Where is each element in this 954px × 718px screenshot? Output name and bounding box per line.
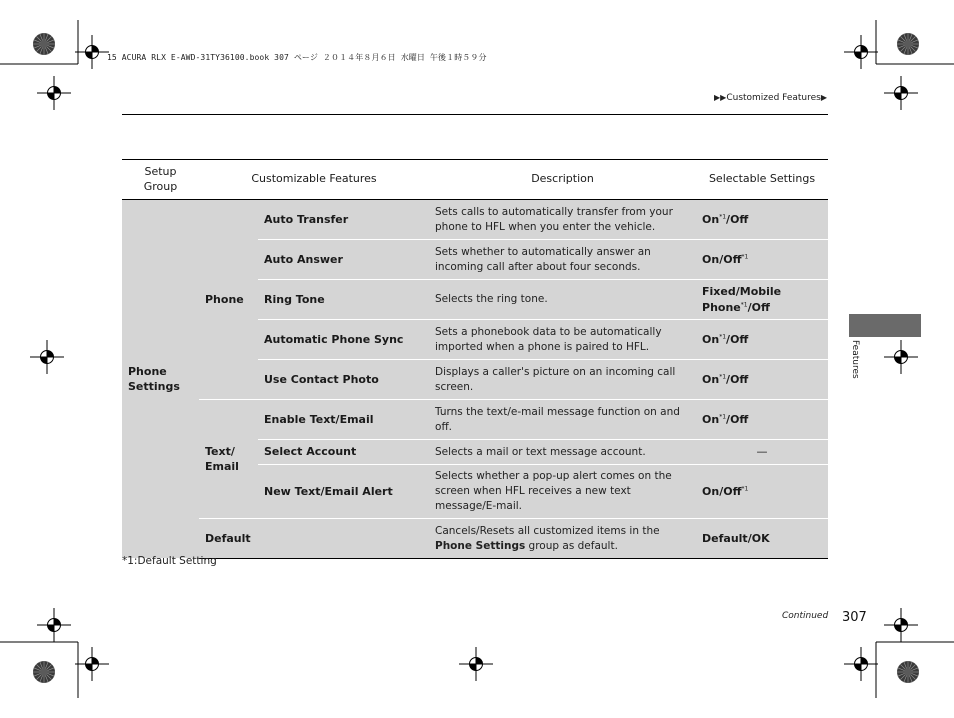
table-row: [122, 519, 828, 559]
setup-group-phone-settings: Phone Settings: [122, 200, 199, 559]
registration-mark-icon: [37, 608, 71, 642]
selectable-settings: —: [696, 440, 828, 465]
subgroup-phone: Phone: [199, 200, 258, 400]
registration-mark-icon: [884, 340, 918, 374]
feature-name: Ring Tone: [258, 280, 429, 320]
footnote-marker: *1: [741, 485, 749, 493]
breadcrumb-label[interactable]: Customized Features: [726, 93, 821, 103]
selectable-settings: On$^{*1}$/Off: [696, 320, 828, 360]
selectable-settings: On$^{*1}$/Off: [696, 400, 828, 440]
registration-mark-icon: [459, 647, 493, 681]
registration-mark-icon: [75, 35, 109, 69]
color-wheel-icon: [33, 33, 55, 55]
footnote-marker: *1: [740, 300, 748, 308]
header-description: Description: [429, 160, 696, 200]
print-header: 15 ACURA RLX E-AWD-31TY36100.book 307 ページ ２０１４年８月６日 水曜日 午後１時５９分: [107, 53, 487, 62]
registration-mark-icon: [75, 647, 109, 681]
feature-description: Displays a caller's picture on an incoming call screen.: [429, 360, 696, 400]
header-selectable-settings: Selectable Settings: [696, 160, 828, 200]
color-wheel-icon: [897, 661, 919, 683]
feature-description: Sets calls to automatically transfer from your phone to HFL when you enter the vehicle.: [429, 200, 696, 240]
section-tab-label: Features: [850, 340, 860, 379]
footnote-marker: *1: [719, 213, 727, 221]
footnote-marker: *1: [741, 253, 749, 261]
feature-name: Auto Answer: [258, 240, 429, 280]
subgroup-default: Default: [199, 519, 429, 559]
page-number: 307: [842, 610, 867, 625]
selectable-settings: Default/OK: [696, 519, 828, 559]
feature-description: Cancels/Resets all customized items in the Phone Settings group as default.: [429, 519, 696, 559]
registration-mark-icon: [884, 76, 918, 110]
section-tab[interactable]: [849, 314, 921, 337]
selectable-settings: On/Off$^{*1}$: [696, 240, 828, 280]
footnote-marker: *1: [719, 413, 727, 421]
feature-description: Selects whether a pop-up alert comes on the screen when HFL receives a new text message/E-mail.: [429, 465, 696, 519]
footnote: *1:Default Setting: [122, 555, 217, 567]
header-customizable-features: Customizable Features: [199, 160, 429, 200]
footnote-marker: *1: [719, 373, 727, 381]
color-wheel-icon: [33, 661, 55, 683]
feature-name: Select Account: [258, 440, 429, 465]
feature-description: Sets a phonebook data to be automatically imported when a phone is paired to HFL.: [429, 320, 696, 360]
feature-description: Selects a mail or text message account.: [429, 440, 696, 465]
registration-mark-icon: [844, 35, 878, 69]
customized-features-table: [122, 159, 828, 559]
feature-description: Selects the ring tone.: [429, 280, 696, 320]
header-setup-group: Setup Group: [122, 160, 199, 200]
header-rule: [122, 114, 828, 115]
feature-name: New Text/Email Alert: [258, 465, 429, 519]
selectable-settings: Fixed/Mobile Phone$^{*1}$/Off: [696, 280, 828, 320]
feature-description: Sets whether to automatically answer an incoming call after about four seconds.: [429, 240, 696, 280]
selectable-settings: On$^{*1}$/Off: [696, 200, 828, 240]
selectable-settings: On$^{*1}$/Off: [696, 360, 828, 400]
feature-name: Enable Text/Email: [258, 400, 429, 440]
table-header-row: [122, 160, 828, 200]
breadcrumb[interactable]: [714, 93, 827, 103]
selectable-settings: On/Off$^{*1}$: [696, 465, 828, 519]
feature-description: Turns the text/e-mail message function on and off.: [429, 400, 696, 440]
subgroup-text-email: Text/ Email: [199, 400, 258, 519]
registration-mark-icon: [884, 608, 918, 642]
color-wheel-icon: [897, 33, 919, 55]
breadcrumb-arrows-icon: ▶▶: [714, 93, 727, 102]
registration-mark-icon: [30, 340, 64, 374]
feature-name: Automatic Phone Sync: [258, 320, 429, 360]
continued-label: Continued: [782, 611, 829, 621]
feature-name: Use Contact Photo: [258, 360, 429, 400]
feature-name: Auto Transfer: [258, 200, 429, 240]
breadcrumb-end-arrow-icon: ▶: [820, 93, 827, 102]
registration-mark-icon: [844, 647, 878, 681]
table-row: [122, 200, 828, 240]
registration-mark-icon: [37, 76, 71, 110]
table-row: [122, 400, 828, 440]
footnote-marker: *1: [719, 333, 727, 341]
